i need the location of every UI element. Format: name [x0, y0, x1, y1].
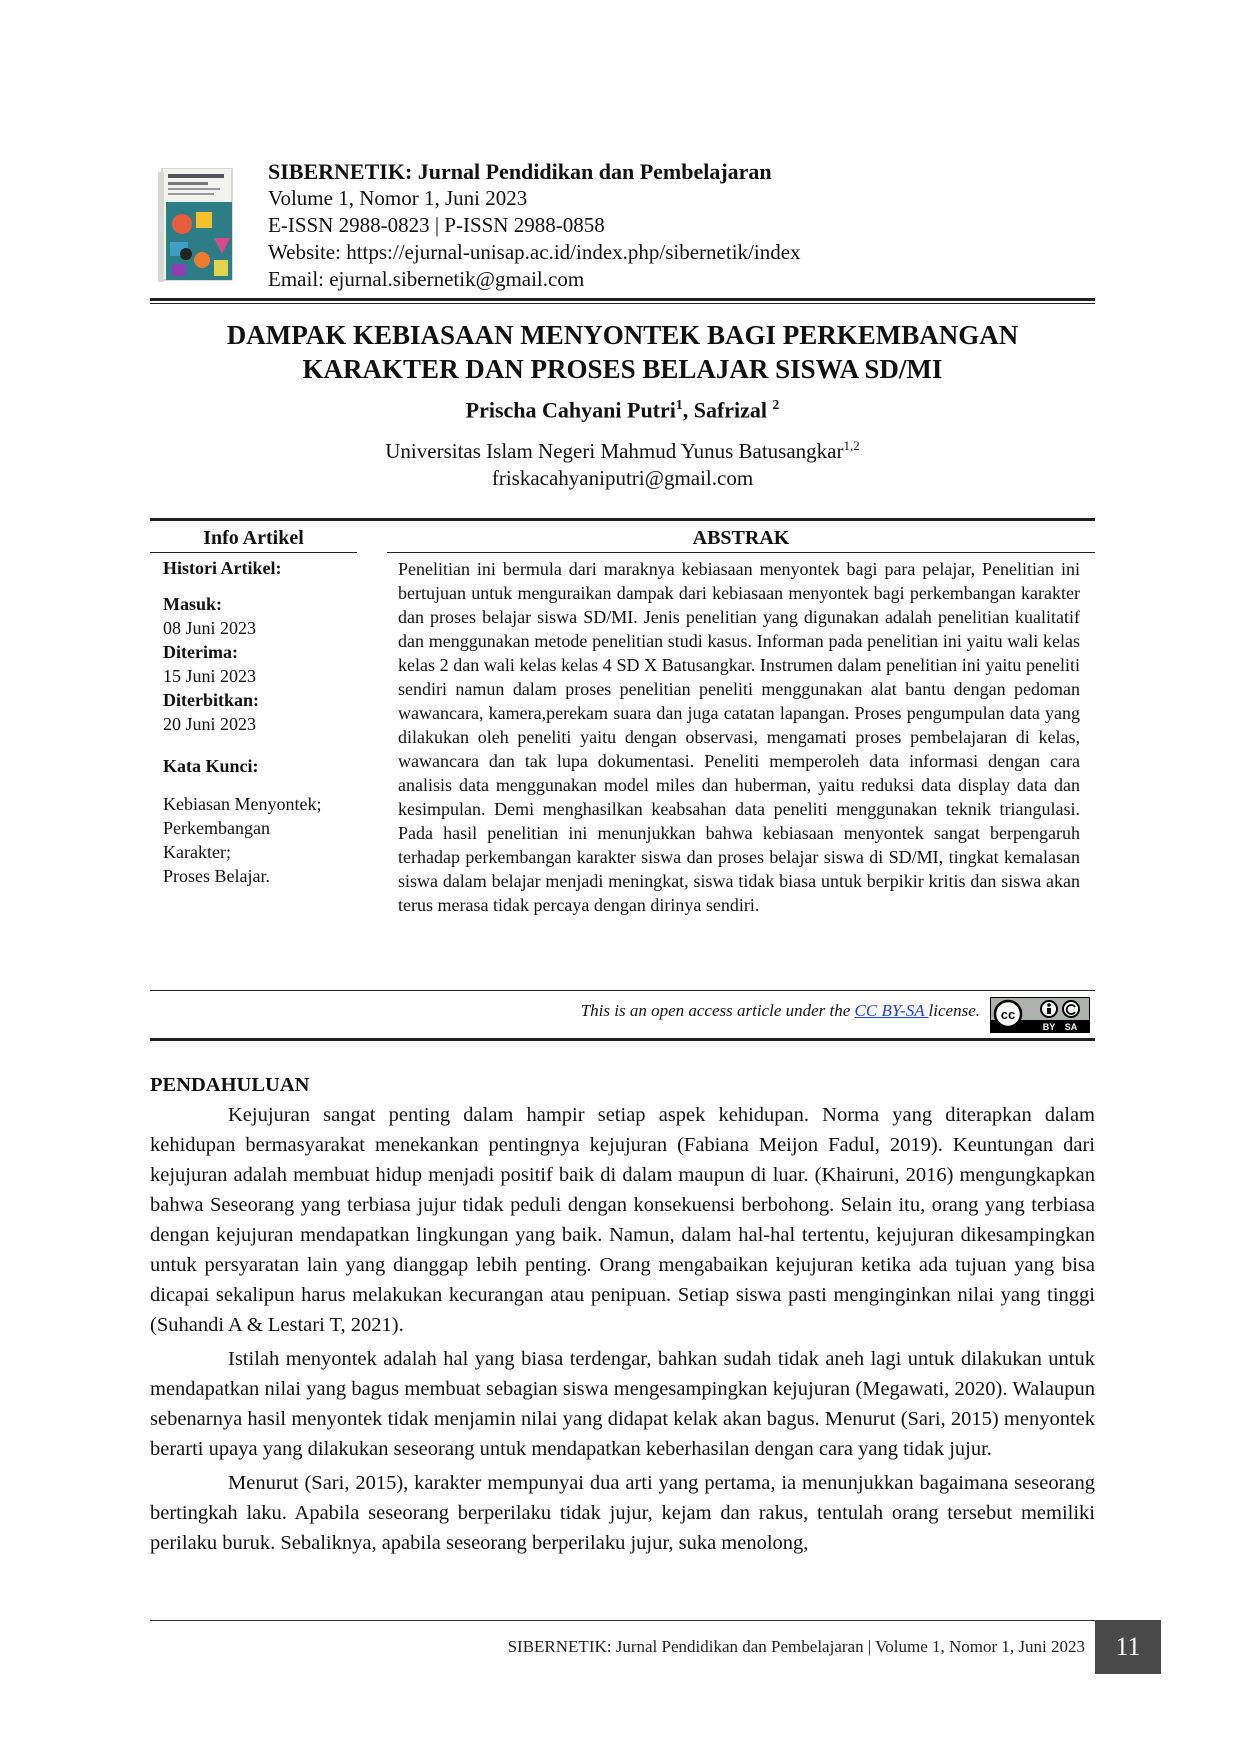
journal-cover-image	[158, 168, 234, 284]
keyword-3: Karakter;	[163, 842, 231, 862]
author-1: Prischa Cahyani Putri	[465, 397, 676, 423]
journal-website[interactable]: Website: https://ejurnal-unisap.ac.id/index.php/sibernetik/index	[268, 240, 801, 264]
abstract-top-rule	[150, 518, 1095, 521]
published-date: 20 Juni 2023	[163, 714, 257, 734]
section-heading: PENDAHULUAN	[150, 1074, 310, 1096]
article-info	[163, 556, 363, 888]
license-suffix: license.	[928, 1001, 980, 1020]
info-heading-rule	[150, 552, 357, 553]
badge-by: BY	[1042, 1022, 1056, 1032]
journal-title: SIBERNETIK: Jurnal Pendidikan dan Pembelajaran	[268, 159, 772, 184]
accepted-date: 15 Juni 2023	[163, 666, 257, 686]
badge-sa: SA	[1064, 1022, 1078, 1032]
received-label: Masuk:	[163, 594, 223, 614]
received-date: 08 Juni 2023	[163, 618, 257, 638]
license-prefix: This is an open access article under the	[580, 1001, 855, 1020]
article-title	[150, 318, 1095, 386]
author-email[interactable]: friskacahyaniputri@gmail.com	[491, 466, 754, 490]
cc-license-badge[interactable]	[990, 997, 1090, 1033]
abstract-text: Penelitian ini bermula dari maraknya kebiasaan menyontek bagi para pelajar, Penelitian ini bertujuan untuk menguraikan dampak dari kebiasaan menyontek bagi perkembangan karakter dan proses belajar siswa SD/MI. Jenis penelitian yang digunakan adalah penelitian kualitatif dan menggunakan metode penelitian studi kasus. Informan pada penelitian ini yaitu wali kelas kelas 2 dan wali kelas kelas 4 SD X Batusangkar. Instrumen dalam penelitian ini yaitu peneliti sendiri namun dalam proses penelitian peneliti menggunakan alat bantu dengan pedoman wawancara, kamera,perekam suara dan juga catatan lapangan. Proses pengumpulan data yang dilakukan oleh peneliti yaitu dengan observasi, mengamati proses pembelajaran di kelas, wawancara dan tak lupa dokumentasi. Peneliti memperoleh data informasi dengan cara analisis data menggunakan model miles dan huberman, yaitu reduksi data display data dan kesimpulan. Demi menghasilkan keabsahan data peneliti menggunakan teknik triangulasi. Pada hasil penelitian ini menunjukkan bahwa kebiasaan menyontek sangat berpengaruh terhadap perkembangan karakter siswa dan proses belajar siswa di SD/MI, tingkat kemalasan siswa dalam belajar menjadi meningkat, siswa tidak biasa untuk berpikir kritis dan siswa akan terus merasa tidak percaya dengan dirinya sendiri.	[398, 559, 1080, 915]
paragraph-1: Kejujuran sangat penting dalam hampir setiap aspek kehidupan. Norma yang diterapkan dalam kehidupan bermasyarakat menekankan pentingnya kejujuran (Fabiana Meijon Fadul, 2019). Keuntungan dari kejujuran adalah membuat hidup menjadi positif baik di dalam maupun di luar. (Khairuni, 2016) mengungkapkan bahwa Seseorang yang terbiasa jujur tidak peduli dengan konsekuensi berbohong. Selain itu, orang yang terbiasa dengan kejujuran mendapatkan lingkungan yang baik. Namun, dalam hal-hal tertentu, kejujuran dikesampingkan untuk persyaratan lain yang dianggap lebih penting. Orang mengabaikan kejujuran ketika ada tujuan yang bisa dicapai sekalipun harus melakukan kecurangan atau penipuan. Setiap siswa pasti menginginkan nilai yang tinggi (Suhandi A & Lestari T, 2021).	[150, 1104, 1095, 1336]
journal-volume: Volume 1, Nomor 1, Juni 2023	[268, 186, 528, 210]
keyword-2: Perkembangan	[163, 818, 270, 838]
author-separator: ,	[682, 397, 694, 423]
history-label: Histori Artikel:	[163, 558, 282, 578]
license-statement	[150, 1001, 980, 1021]
header-divider	[150, 298, 1095, 301]
author-1-affiliation-mark: 1	[675, 397, 683, 412]
abstract-heading-rule	[387, 552, 1095, 553]
published-label: Diterbitkan:	[163, 690, 259, 710]
keywords-label: Kata Kunci:	[163, 756, 259, 776]
paragraph-2: Istilah menyontek adalah hal yang biasa terdengar, bahkan sudah tidak aneh lagi untuk dilakukan untuk mendapatkan nilai yang bagus membuat sebagian siswa mengesampingkan kejujuran (Megawati, 2020). Walaupun sebenarnya hasil menyontek tidak menjamin nilai yang didapat kelak akan bagus. Menurut (Sari, 2015) menyontek berarti upaya yang dilakukan seseorang untuk mendapatkan keberhasilan dengan cara yang tidak jujur.	[150, 1348, 1095, 1460]
journal-header	[268, 158, 801, 293]
accepted-label: Diterima:	[163, 642, 238, 662]
page-number: 11	[1095, 1620, 1161, 1674]
abstract-heading: ABSTRAK	[692, 527, 790, 549]
header-divider-thin	[150, 303, 1095, 304]
author-2: Safrizal	[693, 397, 773, 423]
article-title-line1: DAMPAK KEBIASAAN MENYONTEK BAGI PERKEMBANGAN	[226, 320, 1019, 350]
keyword-4: Proses Belajar.	[163, 866, 270, 886]
article-body	[150, 1070, 1095, 1562]
info-heading: Info Artikel	[203, 527, 304, 549]
license-bottom-rule	[150, 1038, 1095, 1041]
article-authors	[150, 397, 1095, 423]
article-affiliation	[150, 432, 1095, 492]
footer-rule	[150, 1620, 1095, 1621]
license-link[interactable]: CC BY-SA	[854, 1001, 929, 1020]
badge-cc: cc	[1000, 1007, 1016, 1022]
footer-text: SIBERNETIK: Jurnal Pendidikan dan Pembelajaran | Volume 1, Nomor 1, Juni 2023	[507, 1637, 1085, 1656]
author-2-affiliation-mark: 2	[772, 397, 780, 412]
journal-issn: E-ISSN 2988-0823 | P-ISSN 2988-0858	[268, 213, 605, 237]
affiliation-mark: 1,2	[843, 438, 860, 453]
paragraph-3: Menurut (Sari, 2015), karakter mempunyai dua arti yang pertama, ia menunjukkan bagaimana seseorang bertingkah laku. Apabila seseorang berperilaku tidak jujur, kejam dan rakus, tentulah orang tersebut memiliki perilaku buruk. Sebaliknya, apabila seseorang berperilaku jujur, suka menolong,	[150, 1472, 1095, 1554]
affiliation-name: Universitas Islam Negeri Mahmud Yunus Batusangkar	[385, 439, 844, 463]
abstract-bottom-rule	[150, 990, 1095, 991]
keyword-1: Kebiasan Menyontek;	[163, 794, 322, 814]
journal-email[interactable]: Email: ejurnal.sibernetik@gmail.com	[268, 267, 585, 291]
article-title-line2: KARAKTER DAN PROSES BELAJAR SISWA SD/MI	[302, 354, 943, 384]
